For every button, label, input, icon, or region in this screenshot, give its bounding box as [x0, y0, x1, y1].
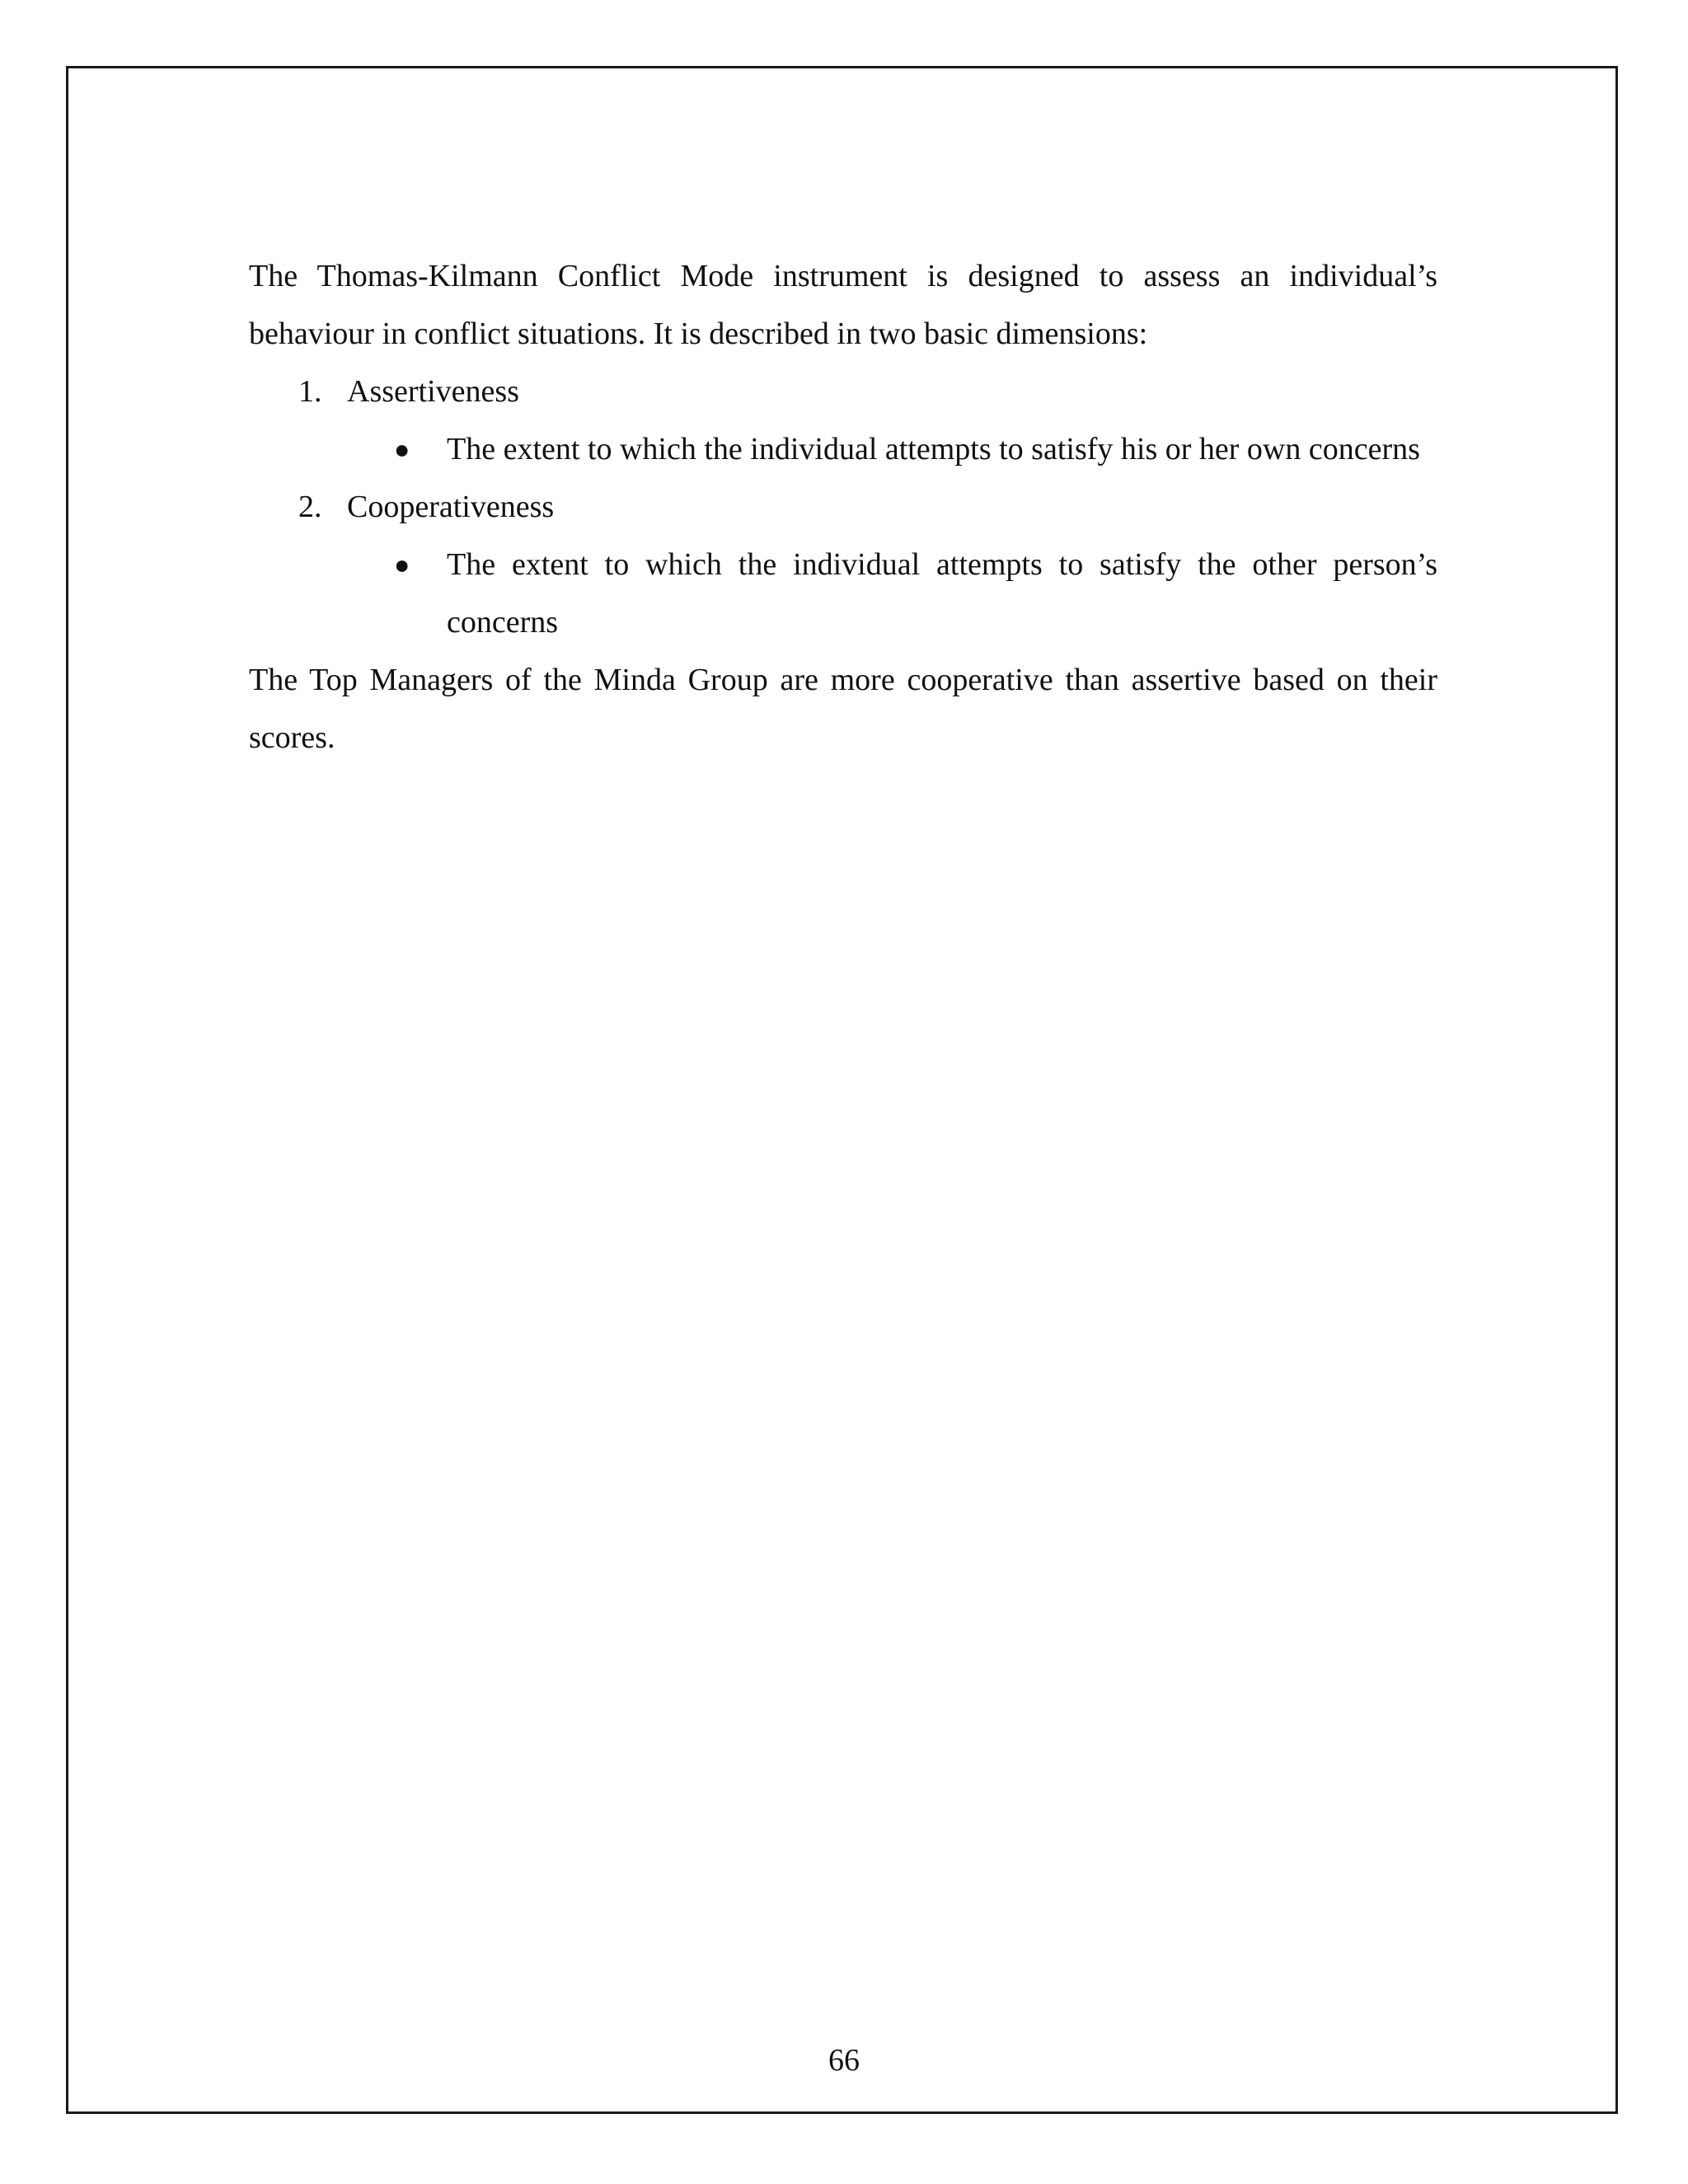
page-number: 66 [828, 2043, 860, 2078]
bullet-text: The extent to which the individual attempts to satisfy his or her own concerns [447, 432, 1420, 466]
page-content [249, 247, 1437, 766]
item-title: Assertiveness [347, 374, 519, 409]
bullet-text: The extent to which the individual attempts to satisfy the other person’s concerns [447, 547, 1437, 640]
conclusion-paragraph: The Top Managers of the Minda Group are more cooperative than assertive based on their scores. [249, 663, 1437, 755]
numbered-item-assertiveness [249, 363, 1437, 420]
bullet-item-cooperativeness [249, 536, 1437, 651]
numbered-item-cooperativeness [249, 478, 1437, 536]
bullet-icon: ● [394, 434, 410, 464]
item-number: 2. [298, 490, 322, 524]
item-number: 1. [298, 374, 322, 409]
bullet-icon: ● [394, 550, 410, 579]
item-title: Cooperativeness [347, 490, 555, 524]
intro-paragraph: The Thomas-Kilmann Conflict Mode instrument is designed to assess an individual’s behaviour in conflict situations. It is described in two basic dimensions: [249, 259, 1437, 351]
bullet-item-assertiveness [249, 420, 1437, 478]
